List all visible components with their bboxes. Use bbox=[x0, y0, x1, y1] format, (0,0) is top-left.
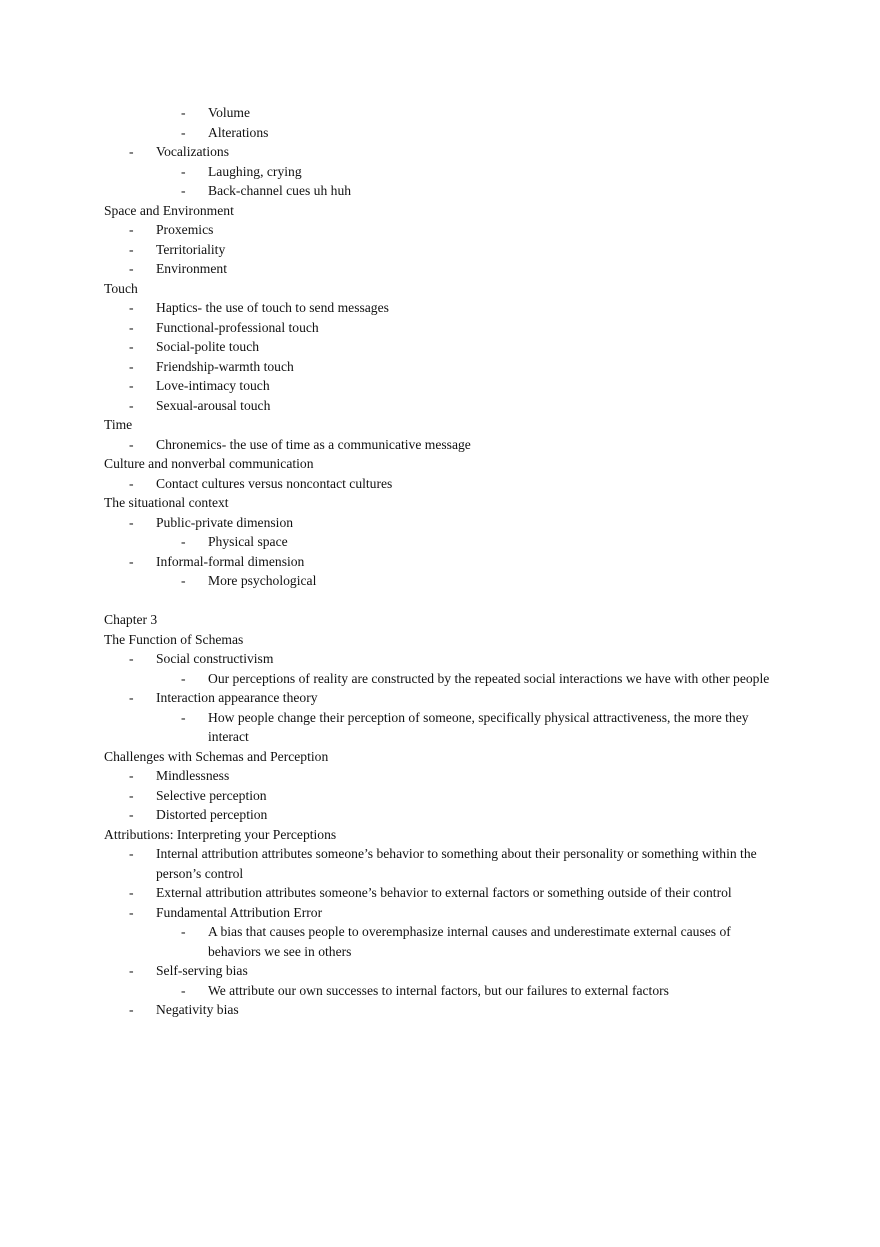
line-text: Chronemics- the use of time as a communicative message bbox=[156, 436, 471, 452]
bullet-dash: - bbox=[181, 105, 186, 120]
bullet-dash: - bbox=[181, 124, 186, 140]
bullet-dash: - bbox=[129, 339, 134, 354]
line-text: We attribute our own successes to internal factors, but our failures to external factors bbox=[208, 982, 669, 998]
line-text: More psychological bbox=[208, 573, 317, 588]
line-text: Laughing, crying bbox=[208, 163, 302, 179]
bullet-item bbox=[0, 259, 772, 279]
bullet-item bbox=[0, 435, 772, 455]
bullet-dash: - bbox=[181, 183, 186, 198]
line-text: Challenges with Schemas and Perception bbox=[104, 748, 329, 764]
bullet-dash: - bbox=[129, 768, 134, 783]
line-text: Attributions: Interpreting your Perceptions bbox=[104, 826, 337, 842]
line-text: Fundamental Attribution Error bbox=[156, 904, 323, 920]
bullet-item bbox=[0, 805, 772, 825]
line-text: Territoriality bbox=[156, 241, 226, 257]
bullet-dash: - bbox=[129, 846, 134, 861]
bullet-dash: - bbox=[129, 1002, 134, 1017]
bullet-dash: - bbox=[129, 787, 134, 803]
bullet-item bbox=[0, 376, 772, 396]
bullet-item bbox=[0, 298, 772, 318]
line-text: Selective perception bbox=[156, 787, 267, 803]
bullet-dash: - bbox=[129, 261, 134, 276]
sub-bullet-item bbox=[0, 532, 774, 552]
bullet-dash: - bbox=[129, 904, 134, 920]
blank-line bbox=[0, 591, 880, 611]
section-heading bbox=[0, 415, 880, 435]
line-text: Touch bbox=[104, 280, 138, 296]
bullet-dash: - bbox=[129, 690, 134, 705]
bullet-dash: - bbox=[181, 163, 186, 179]
line-text: Space and Environment bbox=[104, 202, 234, 218]
bullet-dash: - bbox=[129, 475, 134, 491]
bullet-dash: - bbox=[129, 514, 134, 530]
bullet-item bbox=[0, 318, 772, 338]
bullet-dash: - bbox=[181, 982, 186, 998]
bullet-dash: - bbox=[181, 709, 186, 725]
line-text: Internal attribution attributes someone’s behavior to something about their personality or something within the person’s control bbox=[156, 846, 757, 881]
bullet-dash: - bbox=[129, 553, 134, 569]
document-page bbox=[0, 103, 880, 1020]
line-text: Mindlessness bbox=[156, 768, 230, 783]
bullet-item bbox=[0, 844, 772, 883]
bullet-dash: - bbox=[129, 807, 134, 822]
bullet-item bbox=[0, 337, 772, 357]
line-text: Our perceptions of reality are constructed by the repeated social interactions we have with other people bbox=[208, 670, 770, 686]
bullet-item bbox=[0, 903, 772, 923]
line-text: How people change their perception of someone, specifically physical attractiveness, the more they interact bbox=[208, 709, 749, 744]
sub-bullet-item bbox=[0, 571, 774, 591]
bullet-dash: - bbox=[129, 885, 134, 900]
bullet-item bbox=[0, 240, 772, 260]
sub-bullet-item bbox=[0, 922, 774, 961]
bullet-dash: - bbox=[129, 651, 134, 666]
line-text: The situational context bbox=[104, 495, 229, 510]
section-heading bbox=[0, 630, 880, 650]
line-text: Social constructivism bbox=[156, 651, 274, 666]
bullet-item bbox=[0, 220, 772, 240]
bullet-dash: - bbox=[129, 358, 134, 374]
bullet-dash: - bbox=[129, 378, 134, 393]
bullet-item bbox=[0, 142, 772, 162]
line-text: Haptics- the use of touch to send messages bbox=[156, 300, 389, 315]
bullet-item bbox=[0, 396, 772, 416]
line-text: Functional-professional touch bbox=[156, 319, 319, 335]
bullet-dash: - bbox=[129, 144, 134, 159]
bullet-dash: - bbox=[181, 573, 186, 588]
section-heading bbox=[0, 493, 880, 513]
bullet-item bbox=[0, 649, 772, 669]
bullet-item bbox=[0, 357, 772, 377]
line-text: Friendship-warmth touch bbox=[156, 358, 294, 374]
bullet-dash: - bbox=[129, 319, 134, 335]
section-heading bbox=[0, 201, 880, 221]
bullet-dash: - bbox=[129, 222, 134, 237]
line-text: Interaction appearance theory bbox=[156, 690, 318, 705]
sub-bullet-item bbox=[0, 123, 774, 143]
line-text: Culture and nonverbal communication bbox=[104, 456, 314, 471]
line-text: Social-polite touch bbox=[156, 339, 260, 354]
bullet-dash: - bbox=[181, 534, 186, 549]
sub-bullet-item bbox=[0, 981, 774, 1001]
line-text: A bias that causes people to overemphasize internal causes and underestimate external causes of behaviors we see in others bbox=[208, 924, 731, 959]
line-text: Informal-formal dimension bbox=[156, 553, 305, 569]
bullet-item bbox=[0, 513, 772, 533]
line-text: Chapter 3 bbox=[104, 612, 158, 627]
section-heading bbox=[0, 747, 880, 767]
line-text: Proxemics bbox=[156, 222, 214, 237]
line-text: External attribution attributes someone’s behavior to external factors or something outside of their control bbox=[156, 885, 732, 900]
sub-bullet-item bbox=[0, 181, 774, 201]
line-text: Public-private dimension bbox=[156, 514, 294, 530]
line-text: Volume bbox=[208, 105, 251, 120]
sub-bullet-item bbox=[0, 162, 774, 182]
sub-bullet-item bbox=[0, 103, 774, 123]
line-text: Alterations bbox=[208, 124, 269, 140]
section-heading bbox=[0, 610, 880, 630]
bullet-item bbox=[0, 1000, 772, 1020]
bullet-dash: - bbox=[129, 963, 134, 978]
line-text: Environment bbox=[156, 261, 227, 276]
bullet-dash: - bbox=[129, 436, 134, 452]
line-text: Time bbox=[104, 417, 133, 432]
sub-bullet-item bbox=[0, 669, 774, 689]
bullet-dash: - bbox=[181, 924, 186, 939]
bullet-dash: - bbox=[129, 397, 134, 413]
line-text: Distorted perception bbox=[156, 807, 268, 822]
section-heading bbox=[0, 825, 880, 845]
bullet-dash: - bbox=[129, 300, 134, 315]
bullet-item bbox=[0, 552, 772, 572]
line-text: Back-channel cues uh huh bbox=[208, 183, 352, 198]
bullet-dash: - bbox=[129, 241, 134, 257]
sub-bullet-item bbox=[0, 708, 774, 747]
bullet-item bbox=[0, 766, 772, 786]
line-text: Vocalizations bbox=[156, 144, 229, 159]
line-text: Love-intimacy touch bbox=[156, 378, 270, 393]
line-text: The Function of Schemas bbox=[104, 631, 244, 647]
line-text: Negativity bias bbox=[156, 1002, 239, 1017]
bullet-item bbox=[0, 961, 772, 981]
bullet-item bbox=[0, 688, 772, 708]
section-heading bbox=[0, 279, 880, 299]
bullet-item bbox=[0, 474, 772, 494]
bullet-item bbox=[0, 883, 772, 903]
bullet-item bbox=[0, 786, 772, 806]
line-text: Self-serving bias bbox=[156, 963, 248, 978]
line-text: Physical space bbox=[208, 534, 288, 549]
line-text: Sexual-arousal touch bbox=[156, 397, 271, 413]
line-text: Contact cultures versus noncontact cultures bbox=[156, 475, 393, 491]
section-heading bbox=[0, 454, 880, 474]
bullet-dash: - bbox=[181, 670, 186, 686]
